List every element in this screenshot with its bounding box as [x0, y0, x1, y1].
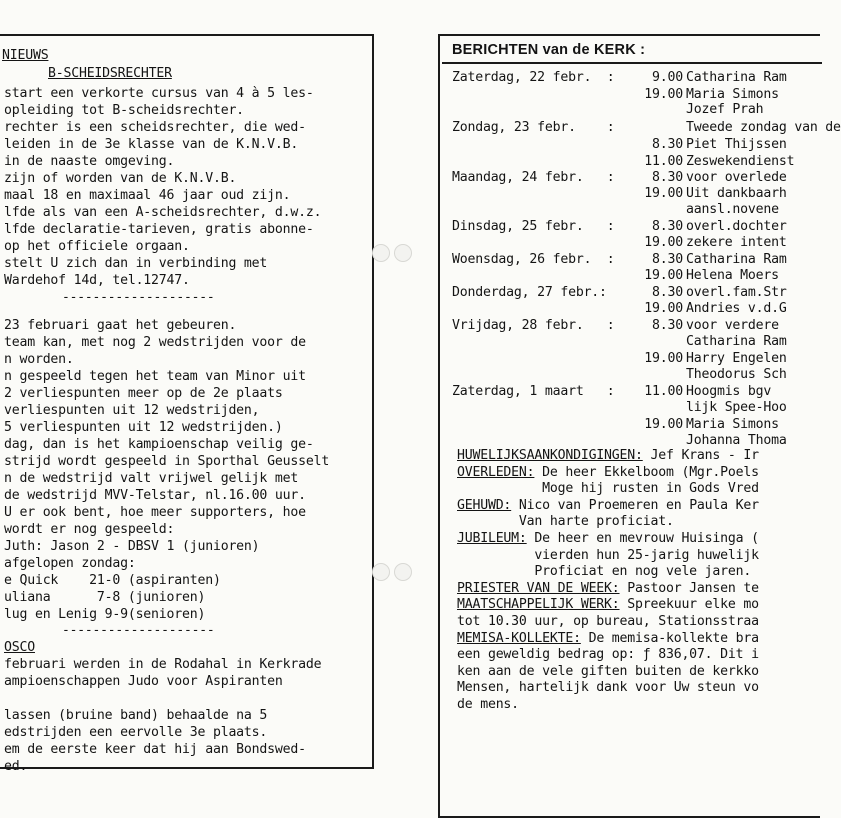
schedule-entry: Catharina Ram — [686, 70, 787, 85]
right-page — [400, 0, 841, 800]
schedule-entry: Andries v.d.G — [686, 301, 787, 316]
schedule-entry: voor verdere — [686, 318, 779, 333]
schedule-day: Dinsdag, 25 febr. : — [452, 219, 615, 234]
notice-text: De heer en mevrouw Huisinga ( — [526, 531, 759, 546]
schedule-entry: overl.dochter — [686, 219, 787, 234]
text-line: uliana 7-8 (junioren) — [4, 590, 206, 605]
schedule-time: 19.00 — [644, 186, 683, 201]
schedule-entry: Uit dankbaarh — [686, 186, 787, 201]
text-line: 2 verliespunten meer op de 2e plaats — [4, 386, 283, 401]
notice-line — [457, 448, 759, 464]
notice-text: tot 10.30 uur, op bureau, Stationsstraa — [457, 614, 759, 629]
text-line: lassen (bruine band) behaalde na 5 — [4, 708, 268, 723]
notice-line — [457, 631, 759, 647]
schedule-entry: Zeswekendienst — [686, 154, 795, 169]
text-line: n worden. — [4, 352, 74, 367]
schedule-entry: Catharina Ram — [686, 334, 787, 349]
schedule-entry: zekere intent — [686, 235, 787, 250]
schedule-entry: Theodorus Sch — [686, 367, 787, 382]
schedule-entry: Maria Simons — [686, 417, 779, 432]
text-line: in de naaste omgeving. — [4, 154, 175, 169]
notice-text: De heer Ekkelboom (Mgr.Poels — [534, 464, 759, 480]
notice-line — [457, 581, 759, 597]
punch-hole — [394, 563, 412, 581]
text-line: afgelopen zondag: — [4, 556, 136, 571]
schedule-entry: Jozef Prah — [686, 102, 764, 117]
notice-line — [457, 514, 674, 530]
notice-label: GEHUWD: — [457, 497, 512, 513]
schedule-time: 19.00 — [644, 268, 683, 283]
notice-label: OVERLEDEN: — [457, 464, 535, 480]
section-heading-b-scheidsrechter: B-SCHEIDSRECHTER — [48, 66, 172, 81]
schedule-entry: Johanna Thoma — [686, 433, 787, 448]
schedule-time: 8.30 — [652, 219, 683, 234]
text-line: Juth: Jason 2 - DBSV 1 (junioren) — [4, 539, 260, 554]
schedule-time: 8.30 — [652, 137, 683, 152]
text-line: februari werden in de Rodahal in Kerkrade — [4, 657, 322, 672]
schedule-day: Woensdag, 26 febr. : — [452, 252, 615, 267]
notice-text: een geweldig bedrag op: ƒ 836,07. Dit i — [457, 647, 759, 663]
notice-text: Van harte proficiat. — [457, 514, 674, 530]
notice-line — [457, 614, 759, 630]
section-heading-nieuws: NIEUWS — [2, 48, 49, 63]
text-line: e Quick 21-0 (aspiranten) — [4, 573, 221, 588]
text-line: rechter is een scheidsrechter, die wed- — [4, 120, 306, 135]
text-line: zijn of worden van de K.N.V.B. — [4, 171, 237, 186]
text-line: edstrijden een eervolle 3e plaats. — [4, 725, 268, 740]
text-line: team kan, met nog 2 wedstrijden voor de — [4, 335, 306, 350]
text-line: start een verkorte cursus van 4 à 5 les- — [4, 86, 314, 101]
schedule-entry: Piet Thijssen — [686, 137, 787, 152]
schedule-time: 8.30 — [652, 170, 683, 185]
schedule-entry: Harry Engelen — [686, 351, 787, 366]
schedule-time: 19.00 — [644, 87, 683, 102]
notice-line — [457, 531, 759, 547]
notice-label: PRIESTER VAN DE WEEK: — [457, 580, 620, 596]
schedule-entry: Hoogmis bgv — [686, 384, 772, 399]
notice-line — [457, 647, 759, 663]
text-line: Wardehof 14d, tel.12747. — [4, 273, 190, 288]
text-line: lfde als van een A-scheidsrechter, d.w.z. — [4, 205, 322, 220]
notice-text: de mens. — [457, 697, 519, 712]
schedule-time: 8.30 — [652, 252, 683, 267]
text-line: stelt U zich dan in verbinding met — [4, 256, 268, 271]
punch-hole — [372, 244, 390, 262]
schedule-entry: Tweede zondag van de — [686, 120, 841, 135]
schedule-day: Vrijdag, 28 febr. : — [452, 318, 615, 333]
title-rule — [442, 62, 822, 64]
schedule-time: 11.00 — [644, 384, 683, 399]
notice-text: ken aan de vele giften buiten de kerkko — [457, 663, 759, 679]
schedule-time: 9.00 — [652, 70, 683, 85]
schedule-entry: Maria Simons — [686, 87, 779, 102]
schedule-entry: aansl.novene — [686, 202, 779, 217]
notice-line — [457, 498, 759, 514]
text-line: 23 februari gaat het gebeuren. — [4, 318, 237, 333]
text-line: wordt er nog gespeeld: — [4, 522, 175, 537]
punch-hole — [372, 563, 390, 581]
text-line: lfde declaratie-tarieven, gratis abonne- — [4, 222, 314, 237]
schedule-time: 11.00 — [644, 154, 683, 169]
notice-line — [457, 597, 759, 613]
schedule-entry: lijk Spee-Hoo — [686, 400, 787, 415]
text-line: em de eerste keer dat hij aan Bondswed- — [4, 742, 306, 757]
schedule-day: Zaterdag, 1 maart : — [452, 384, 615, 399]
notice-line — [457, 548, 759, 564]
notice-text: Moge hij rusten in Gods Vred — [457, 481, 759, 497]
section-heading-bosco: OSCO — [4, 640, 35, 655]
text-line: maal 18 en maximaal 46 jaar oud zijn. — [4, 188, 291, 203]
text-line: op het officiele orgaan. — [4, 239, 190, 254]
left-page — [0, 0, 400, 800]
text-line: lug en Lenig 9-9(senioren) — [4, 607, 206, 622]
notice-text: Spreekuur elke mo — [619, 597, 759, 613]
separator: -------------------- — [62, 623, 215, 638]
notice-label: MAATSCHAPPELIJK WERK: — [457, 597, 620, 613]
text-line: n de wedstrijd valt vrijwel gelijk met — [4, 471, 299, 486]
notice-text: Nico van Proemeren en Paula Ker — [511, 497, 759, 513]
text-line: verliespunten uit 12 wedstrijden, — [4, 403, 260, 418]
notice-label: JUBILEUM: — [457, 531, 527, 546]
notice-line — [457, 465, 759, 481]
punch-hole — [394, 244, 412, 262]
notice-text: vierden hun 25-jarig huwelijk — [457, 547, 759, 563]
schedule-day: Maandag, 24 febr. : — [452, 170, 615, 185]
notice-text: De memisa-kollekte bra — [580, 630, 759, 646]
text-line: 5 verliespunten uit 12 wedstrijden.) — [4, 420, 283, 435]
schedule-entry: Helena Moers — [686, 268, 779, 283]
schedule-time: 8.30 — [652, 318, 683, 333]
separator: -------------------- — [62, 290, 215, 305]
schedule-entry: overl.fam.Str — [686, 285, 787, 300]
notice-text: Pastoor Jansen te — [619, 580, 759, 596]
schedule-entry: voor overlede — [686, 170, 787, 185]
notice-label: MEMISA-KOLLEKTE: — [457, 630, 581, 646]
notice-text: Mensen, hartelijk dank voor Uw steun vo — [457, 680, 759, 696]
schedule-day: Zondag, 23 febr. : — [452, 120, 615, 135]
schedule-day: Donderdag, 27 febr.: — [452, 285, 607, 300]
text-line: ampioenschappen Judo voor Aspiranten — [4, 674, 283, 689]
text-line: de wedstrijd MVV-Telstar, nl.16.00 uur. — [4, 488, 306, 503]
schedule-time: 19.00 — [644, 351, 683, 366]
page-title: BERICHTEN van de KERK : — [452, 42, 646, 58]
schedule-entry: Catharina Ram — [686, 252, 787, 267]
schedule-time: 8.30 — [652, 285, 683, 300]
notice-line — [457, 481, 759, 497]
text-line: strijd wordt gespeeld in Sporthal Geusselt — [4, 454, 330, 469]
notice-line — [457, 664, 759, 680]
text-line: ed. — [4, 759, 28, 774]
text-line: dag, dan is het kampioenschap veilig ge- — [4, 437, 314, 452]
text-line: opleiding tot B-scheidsrechter. — [4, 103, 244, 118]
notice-text: Jef Krans - Ir — [642, 448, 759, 463]
schedule-time: 19.00 — [644, 417, 683, 432]
notice-label: HUWELIJKSAANKONDIGINGEN: — [457, 448, 643, 463]
notice-line — [457, 564, 751, 580]
notice-line — [457, 697, 519, 713]
schedule-day: Zaterdag, 22 febr. : — [452, 70, 615, 85]
notice-text: Proficiat en nog vele jaren. — [457, 564, 752, 580]
schedule-time: 19.00 — [644, 301, 683, 316]
text-line: leiden in de 3e klasse van de K.N.V.B. — [4, 137, 299, 152]
notice-line — [457, 680, 759, 696]
schedule-time: 19.00 — [644, 235, 683, 250]
text-line: U er ook bent, hoe meer supporters, hoe — [4, 505, 306, 520]
text-line: n gespeeld tegen het team van Minor uit — [4, 369, 306, 384]
